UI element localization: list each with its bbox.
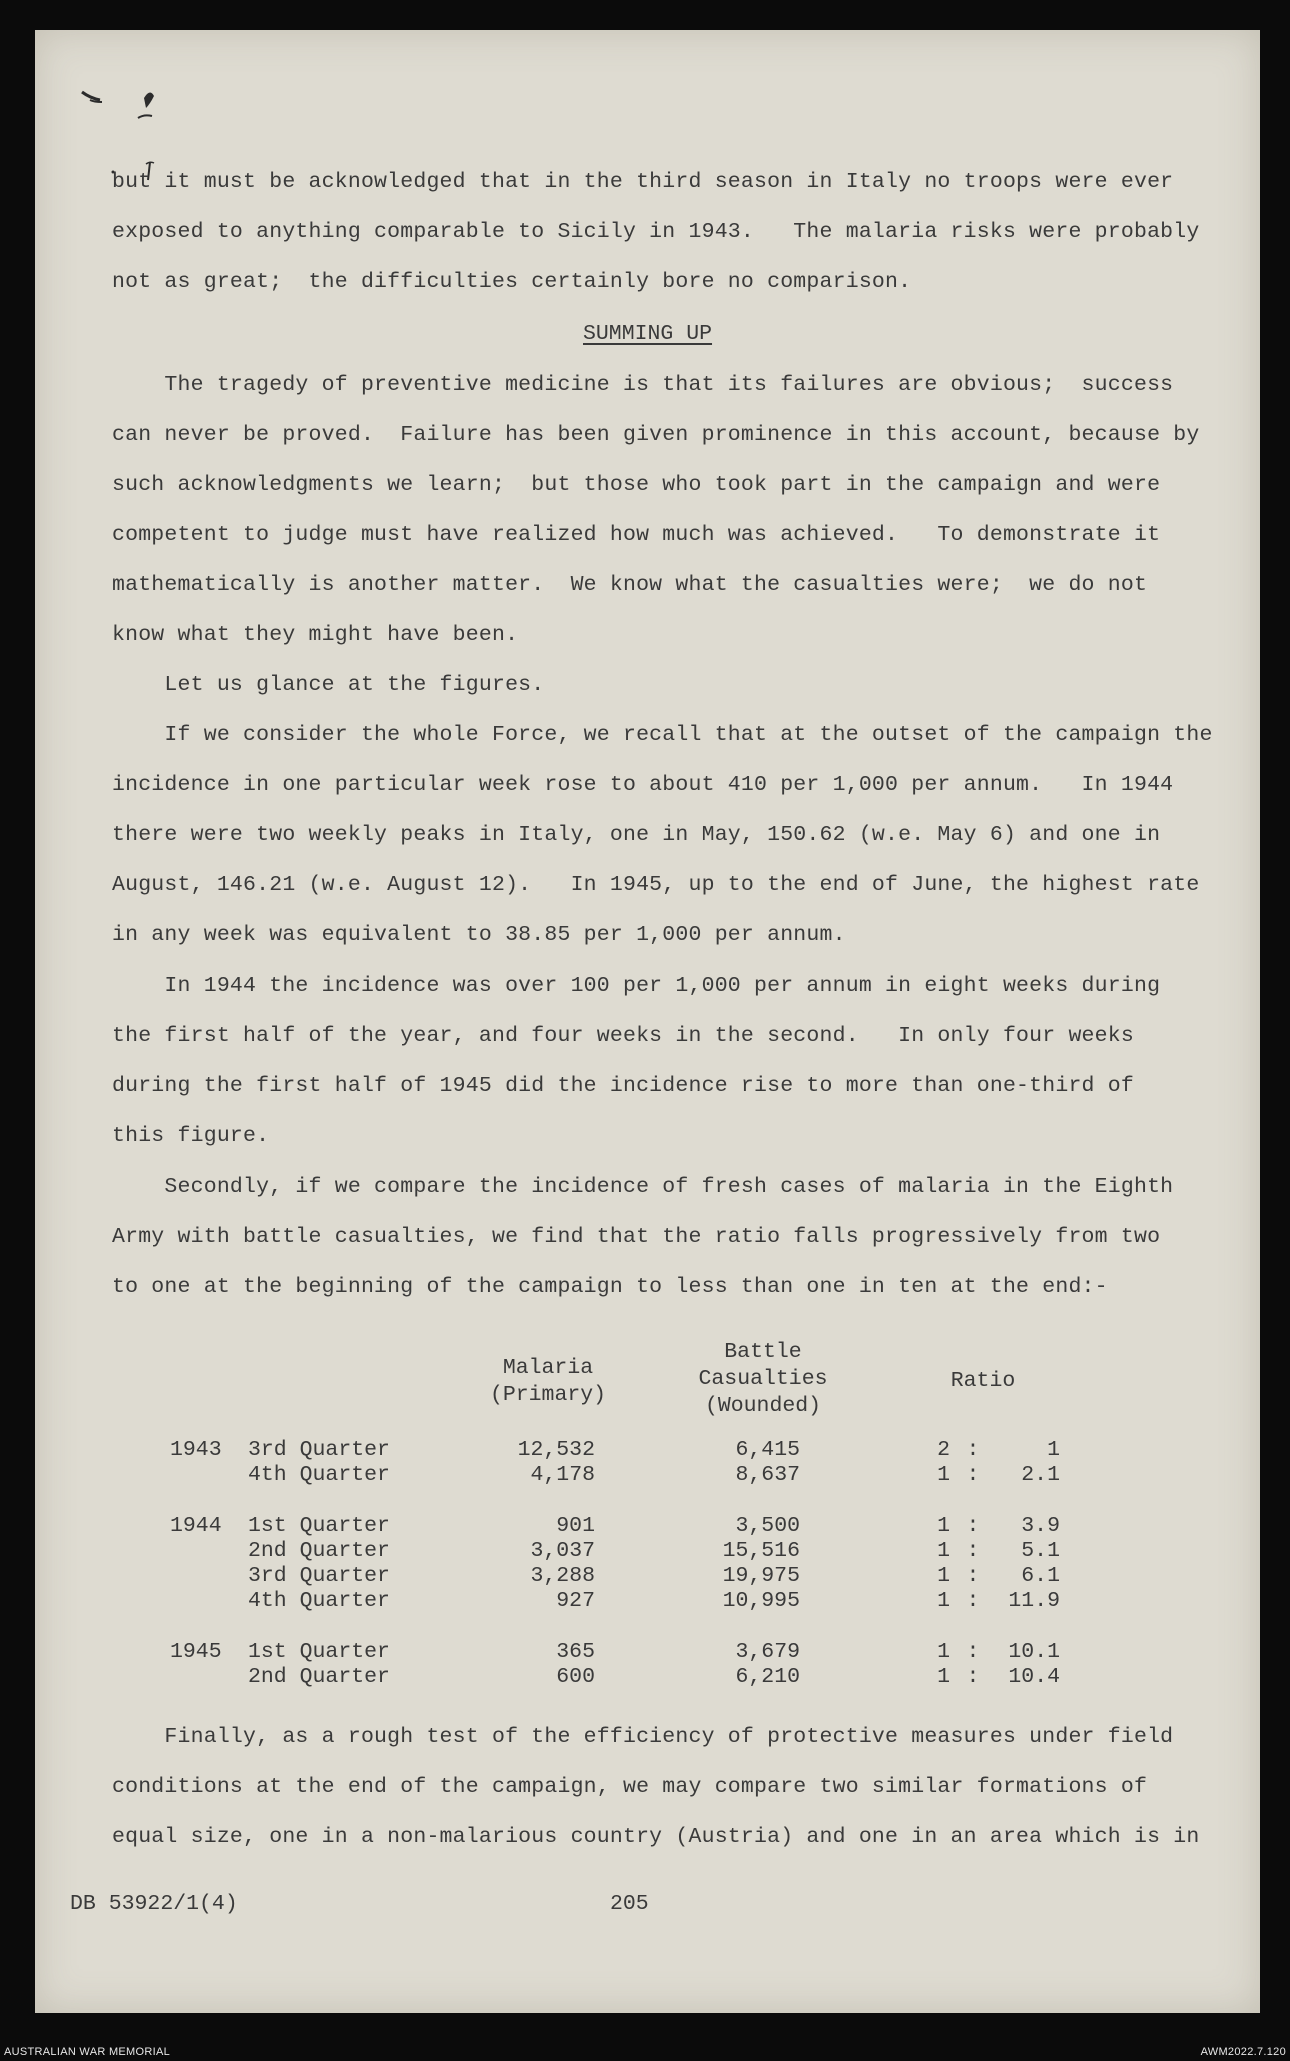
table-cell-ratio-left: 1 bbox=[937, 1589, 950, 1613]
table-cell-ratio-sep: : bbox=[966, 1640, 980, 1664]
table-cell-malaria: 4,178 bbox=[530, 1463, 595, 1487]
table-cell-battle: 10,995 bbox=[722, 1589, 800, 1613]
table-cell-ratio-left: 1 bbox=[937, 1463, 950, 1487]
text-line: not as great; the difficulties certainly bore no comparison. bbox=[112, 270, 912, 294]
table-cell-battle: 6,415 bbox=[735, 1438, 800, 1462]
credit-left: AUSTRALIAN WAR MEMORIAL bbox=[4, 2046, 171, 2058]
table-cell-ratio-right: 5.1 bbox=[1021, 1539, 1060, 1563]
table-cell-quarter: 2nd Quarter bbox=[248, 1539, 390, 1563]
table-cell-ratio-sep: : bbox=[966, 1539, 980, 1563]
table-cell-ratio-sep: : bbox=[966, 1463, 980, 1487]
table-cell-malaria: 927 bbox=[556, 1589, 595, 1613]
table-cell-year: 1944 bbox=[170, 1514, 222, 1538]
text-line: equal size, one in a non-malarious country (Austria) and one in an area which is in bbox=[112, 1825, 1200, 1849]
document-reference: DB 53922/1(4) bbox=[70, 1892, 238, 1916]
text-line: In 1944 the incidence was over 100 per 1,000 per annum in eight weeks during bbox=[112, 974, 1161, 998]
table-cell-battle: 3,679 bbox=[735, 1640, 800, 1664]
table-cell-battle: 19,975 bbox=[722, 1564, 800, 1588]
table-cell-ratio-right: 3.9 bbox=[1021, 1514, 1060, 1538]
text-line: in any week was equivalent to 38.85 per 1,000 per annum. bbox=[112, 923, 846, 947]
table-cell-battle: 3,500 bbox=[735, 1514, 800, 1538]
text-line: conditions at the end of the campaign, we may compare two similar formations of bbox=[112, 1775, 1148, 1799]
table-cell-ratio-sep: : bbox=[966, 1665, 980, 1689]
table-cell-quarter: 1st Quarter bbox=[248, 1514, 390, 1538]
table-cell-quarter: 1st Quarter bbox=[248, 1640, 390, 1664]
table-cell-ratio-sep: : bbox=[966, 1438, 980, 1462]
text-line: Secondly, if we compare the incidence of fresh cases of malaria in the Eighth bbox=[112, 1175, 1174, 1199]
section-heading: SUMMING UP bbox=[583, 322, 713, 346]
table-cell-malaria: 3,288 bbox=[530, 1564, 595, 1588]
table-cell-ratio-left: 2 bbox=[937, 1438, 950, 1462]
text-line: Finally, as a rough test of the efficiency of protective measures under field bbox=[112, 1725, 1174, 1749]
table-cell-year: 1943 bbox=[170, 1438, 222, 1462]
text-line: can never be proved. Failure has been given prominence in this account, because by bbox=[112, 423, 1200, 447]
table-cell-quarter: 3rd Quarter bbox=[248, 1438, 390, 1462]
text-line: the first half of the year, and four weeks in the second. In only four weeks bbox=[112, 1024, 1134, 1048]
text-line: The tragedy of preventive medicine is that its failures are obvious; success bbox=[112, 373, 1174, 397]
text-line: during the first half of 1945 did the incidence rise to more than one-third of bbox=[112, 1074, 1134, 1098]
table-cell-ratio-right: 10.1 bbox=[1008, 1640, 1060, 1664]
text-line: such acknowledgments we learn; but those who took part in the campaign and were bbox=[112, 473, 1161, 497]
table-cell-ratio-left: 1 bbox=[937, 1539, 950, 1563]
text-line: this figure. bbox=[112, 1124, 270, 1148]
text-line: exposed to anything comparable to Sicily in 1943. The malaria risks were probably bbox=[112, 220, 1200, 244]
table-cell-malaria: 12,532 bbox=[517, 1438, 595, 1462]
table-cell-battle: 6,210 bbox=[735, 1665, 800, 1689]
text-line: but it must be acknowledged that in the third season in Italy no troops were ever bbox=[112, 170, 1174, 194]
table-cell-ratio-right: 10.4 bbox=[1008, 1665, 1060, 1689]
table-cell-battle: 15,516 bbox=[722, 1539, 800, 1563]
table-cell-ratio-left: 1 bbox=[937, 1665, 950, 1689]
text-line: If we consider the whole Force, we recall that at the outset of the campaign the bbox=[112, 723, 1213, 747]
table-cell-ratio-right: 6.1 bbox=[1021, 1564, 1060, 1588]
text-line: know what they might have been. bbox=[112, 623, 519, 647]
table-cell-ratio-left: 1 bbox=[937, 1564, 950, 1588]
table-cell-malaria: 3,037 bbox=[530, 1539, 595, 1563]
table-cell-malaria: 365 bbox=[556, 1640, 595, 1664]
table-cell-year: 1945 bbox=[170, 1640, 222, 1664]
table-cell-ratio-right: 11.9 bbox=[1008, 1589, 1060, 1613]
text-line: mathematically is another matter. We know what the casualties were; we do not bbox=[112, 573, 1148, 597]
text-line: there were two weekly peaks in Italy, one in May, 150.62 (w.e. May 6) and one in bbox=[112, 823, 1161, 847]
table-cell-ratio-left: 1 bbox=[937, 1640, 950, 1664]
text-line: August, 146.21 (w.e. August 12). In 1945, up to the end of June, the highest rate bbox=[112, 873, 1200, 897]
text-line: competent to judge must have realized how much was achieved. To demonstrate it bbox=[112, 523, 1161, 547]
page-number: 205 bbox=[610, 1892, 649, 1916]
table-cell-battle: 8,637 bbox=[735, 1463, 800, 1487]
table-cell-ratio-sep: : bbox=[966, 1589, 980, 1613]
table-cell-quarter: 2nd Quarter bbox=[248, 1665, 390, 1689]
table-cell-quarter: 4th Quarter bbox=[248, 1589, 390, 1613]
text-line: Let us glance at the figures. bbox=[112, 673, 545, 697]
table-header-malaria: Malaria (Primary) bbox=[489, 1356, 607, 1407]
table-cell-ratio-sep: : bbox=[966, 1514, 980, 1538]
table-cell-ratio-right: 1 bbox=[1047, 1438, 1060, 1462]
text-line: incidence in one particular week rose to about 410 per 1,000 per annum. In 1944 bbox=[112, 773, 1174, 797]
table-cell-ratio-sep: : bbox=[966, 1564, 980, 1588]
text-line: to one at the beginning of the campaign to less than one in ten at the end:- bbox=[112, 1275, 1108, 1299]
text-line: Army with battle casualties, we find that the ratio falls progressively from two bbox=[112, 1225, 1161, 1249]
credit-right: AWM2022.7.120 bbox=[1200, 2046, 1286, 2058]
table-header-ratio: Ratio bbox=[950, 1369, 1016, 1393]
table-header-battle-casualties: Battle Casualties (Wounded) bbox=[698, 1340, 828, 1418]
table-cell-ratio-right: 2.1 bbox=[1021, 1463, 1060, 1487]
table-cell-quarter: 3rd Quarter bbox=[248, 1564, 390, 1588]
table-cell-quarter: 4th Quarter bbox=[248, 1463, 390, 1487]
table-cell-malaria: 901 bbox=[556, 1514, 595, 1538]
table-cell-malaria: 600 bbox=[556, 1665, 595, 1689]
table-cell-ratio-left: 1 bbox=[937, 1514, 950, 1538]
